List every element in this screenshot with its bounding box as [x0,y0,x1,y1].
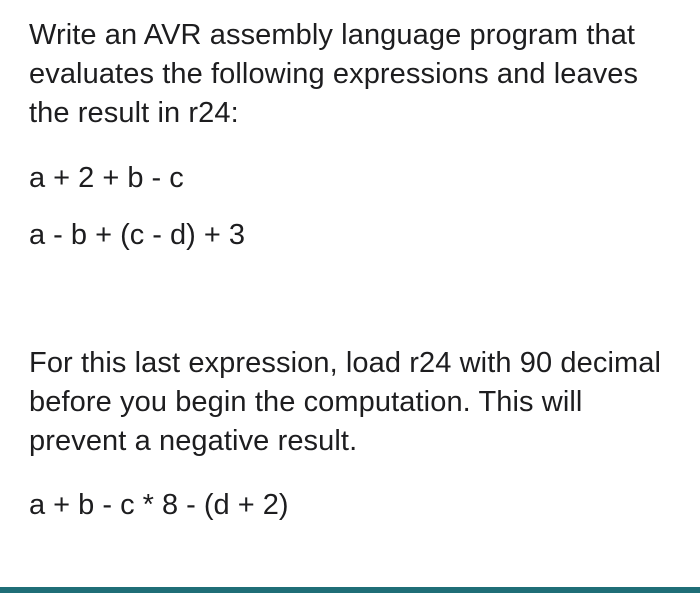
expression-1: a + 2 + b - c [29,162,184,194]
bottom-divider-bar [0,587,700,593]
expression-2: a - b + (c - d) + 3 [29,219,245,251]
expression-3: a + b - c * 8 - (d + 2) [29,489,289,521]
question-intro: Write an AVR assembly language program that evaluates the following expressions and leaves the result in r24: [29,19,639,129]
question-content [29,16,679,525]
question-note: For this last expression, load r24 with 90 decimal before you begin the computation. This will prevent a negative result. [29,347,662,457]
